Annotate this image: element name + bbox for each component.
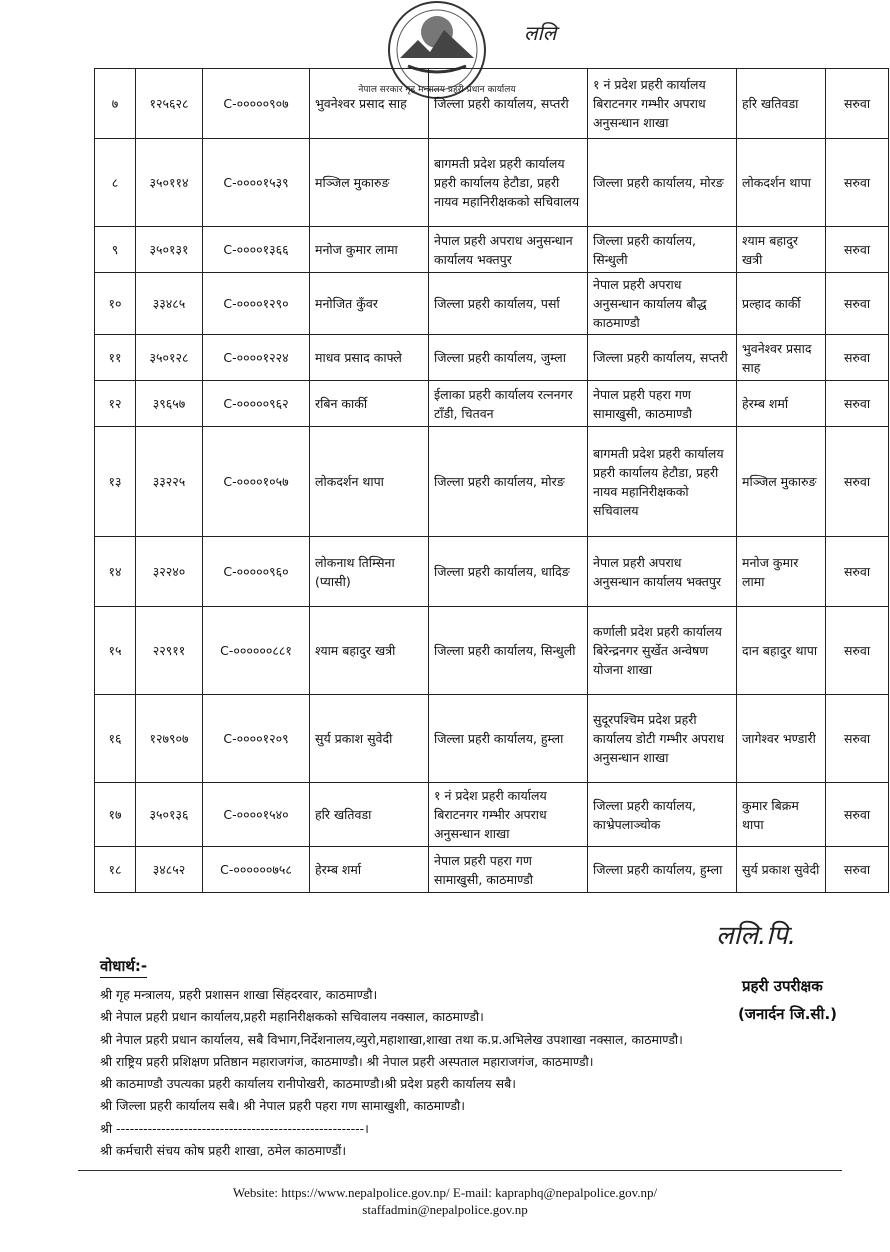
employee-id-cell: २२९११ xyxy=(136,607,203,695)
employee-name-cell: हरि खतिवडा xyxy=(310,783,429,847)
initials-mark xyxy=(520,14,580,50)
new-office-cell: जिल्ला प्रहरी कार्यालय, सप्तरी xyxy=(588,335,737,381)
distribution-line: श्री काठमाण्डौ उपत्यका प्रहरी कार्यालय रानीपोखरी, काठमाण्डौ।श्री प्रदेश प्रहरी कार्यालय सबै। xyxy=(100,1076,516,1092)
remark-cell: सरुवा xyxy=(826,69,889,139)
table-row xyxy=(95,537,889,607)
current-office-cell: जिल्ला प्रहरी कार्यालय, मोरङ xyxy=(429,427,588,537)
code-number-cell: C-००००१५४० xyxy=(203,783,310,847)
replacement-name-cell: जागेश्वर भण्डारी xyxy=(737,695,826,783)
code-number-cell: C-०००००९६२ xyxy=(203,381,310,427)
remark-cell: सरुवा xyxy=(826,695,889,783)
table-row xyxy=(95,335,889,381)
employee-id-cell: ३५०१३६ xyxy=(136,783,203,847)
replacement-name-cell: हरि खतिवडा xyxy=(737,69,826,139)
employee-id-cell: ३९६५७ xyxy=(136,381,203,427)
employee-name-cell: लोकदर्शन थापा xyxy=(310,427,429,537)
signatory-name: (जनार्दन जि.सी.) xyxy=(738,1005,838,1023)
new-office-cell: जिल्ला प्रहरी कार्यालय, सिन्धुली xyxy=(588,227,737,273)
employee-id-cell: ३४८५२ xyxy=(136,847,203,893)
footer xyxy=(0,1184,890,1218)
initials-text: ललि xyxy=(524,21,557,45)
current-office-cell: जिल्ला प्रहरी कार्यालय, हुम्ला xyxy=(429,695,588,783)
employee-id-cell: ३५०११४ xyxy=(136,139,203,227)
current-office-cell: नेपाल प्रहरी अपराध अनुसन्धान कार्यालय भक्तपुर xyxy=(429,227,588,273)
serial-number-cell: ९ xyxy=(95,227,136,273)
employee-id-cell: ३५०१३१ xyxy=(136,227,203,273)
serial-number-cell: ८ xyxy=(95,139,136,227)
serial-number-cell: १७ xyxy=(95,783,136,847)
replacement-name-cell: मनोज कुमार लामा xyxy=(737,537,826,607)
code-number-cell: C-०००००९०७ xyxy=(203,69,310,139)
new-office-cell: जिल्ला प्रहरी कार्यालय, काभ्रेपलाञ्चोक xyxy=(588,783,737,847)
new-office-cell: नेपाल प्रहरी पहरा गण सामाखुसी, काठमाण्डौ xyxy=(588,381,737,427)
distribution-line: श्री राष्ट्रिय प्रहरी प्रशिक्षण प्रतिष्ठान महाराजगंज, काठमाण्डौ। श्री नेपाल प्रहरी अस्पताल महाराजगंज, काठमाण्डौ। xyxy=(100,1053,594,1069)
employee-name-cell: सुर्य प्रकाश सुवेदी xyxy=(310,695,429,783)
remark-cell: सरुवा xyxy=(826,783,889,847)
remark-cell: सरुवा xyxy=(826,537,889,607)
code-number-cell: C-००००१२२४ xyxy=(203,335,310,381)
footer-contact-line: Website: https://www.nepalpolice.gov.np/ E-mail: kapraphq@nepalpolice.gov.np/ xyxy=(232,1185,658,1200)
distribution-heading: वोधार्थ:- xyxy=(100,956,147,978)
code-number-cell: C-००००१२०९ xyxy=(203,695,310,783)
distribution-line: श्री नेपाल प्रहरी प्रधान कार्यालय, सबै विभाग,निर्देशनालय,व्युरो,महाशाखा,शाखा तथा क.प्र.अभिलेख उपशाखा नक्साल, काठमाण्डौ। xyxy=(100,1031,683,1047)
serial-number-cell: १० xyxy=(95,273,136,335)
distribution-line: श्री गृह मन्त्रालय, प्रहरी प्रशासन शाखा सिंहदरवार, काठमाण्डौ। xyxy=(100,987,378,1002)
replacement-name-cell: श्याम बहादुर खत्री xyxy=(737,227,826,273)
serial-number-cell: १५ xyxy=(95,607,136,695)
employee-name-cell: मञ्जिल मुकारुङ xyxy=(310,139,429,227)
new-office-cell: नेपाल प्रहरी अपराध अनुसन्धान कार्यालय भक्तपुर xyxy=(588,537,737,607)
employee-id-cell: ३२२४० xyxy=(136,537,203,607)
distribution-line: श्री जिल्ला प्रहरी कार्यालय सबै। श्री नेपाल प्रहरी पहरा गण सामाखुशी, काठमाण्डौ। xyxy=(100,1098,465,1114)
current-office-cell: जिल्ला प्रहरी कार्यालय, जुम्ला xyxy=(429,335,588,381)
table-row xyxy=(95,381,889,427)
code-number-cell: C-००००१५३९ xyxy=(203,139,310,227)
serial-number-cell: १८ xyxy=(95,847,136,893)
current-office-cell: बागमती प्रदेश प्रहरी कार्यालय प्रहरी कार्यालय हेटौडा, प्रहरी नायव महानिरीक्षकको सचिवालय xyxy=(429,139,588,227)
code-number-cell: C-००००१३६६ xyxy=(203,227,310,273)
employee-id-cell: ३३४८५ xyxy=(136,273,203,335)
table-row xyxy=(95,847,889,893)
employee-name-cell: हेरम्ब शर्मा xyxy=(310,847,429,893)
remark-cell: सरुवा xyxy=(826,607,889,695)
remark-cell: सरुवा xyxy=(826,381,889,427)
serial-number-cell: ११ xyxy=(95,335,136,381)
seal-text: नेपाल सरकार गृह मन्त्रालय प्रहरी प्रधान कार्यालय xyxy=(358,85,516,95)
signature-text: ललि.पि. xyxy=(716,921,797,951)
employee-id-cell: १२७९०७ xyxy=(136,695,203,783)
transfer-table xyxy=(94,68,889,893)
code-number-cell: C-००००१२९० xyxy=(203,273,310,335)
current-office-cell: जिल्ला प्रहरी कार्यालय, सप्तरी xyxy=(429,69,588,139)
new-office-cell: जिल्ला प्रहरी कार्यालय, मोरङ xyxy=(588,139,737,227)
employee-name-cell: लोकनाथ तिम्सिना (प्यासी) xyxy=(310,537,429,607)
current-office-cell: जिल्ला प्रहरी कार्यालय, धादिङ xyxy=(429,537,588,607)
serial-number-cell: १३ xyxy=(95,427,136,537)
remark-cell: सरुवा xyxy=(826,847,889,893)
current-office-cell: १ नं प्रदेश प्रहरी कार्यालय बिराटनगर गम्भीर अपराध अनुसन्धान शाखा xyxy=(429,783,588,847)
table-row xyxy=(95,695,889,783)
footer-email-line: staffadmin@nepalpolice.gov.np xyxy=(362,1202,528,1217)
employee-id-cell: १२५६२८ xyxy=(136,69,203,139)
distribution-list xyxy=(100,984,683,1162)
new-office-cell: कर्णाली प्रदेश प्रहरी कार्यालय बिरेन्द्रनगर सुर्खेत अन्वेषण योजना शाखा xyxy=(588,607,737,695)
replacement-name-cell: सुर्य प्रकाश सुवेदी xyxy=(737,847,826,893)
distribution-line: श्री -------------------------------------------------------। xyxy=(100,1120,369,1136)
employee-name-cell: मनोज कुमार लामा xyxy=(310,227,429,273)
serial-number-cell: ७ xyxy=(95,69,136,139)
replacement-name-cell: दान बहादुर थापा xyxy=(737,607,826,695)
remark-cell: सरुवा xyxy=(826,227,889,273)
employee-name-cell: मनोजित कुँवर xyxy=(310,273,429,335)
serial-number-cell: १६ xyxy=(95,695,136,783)
table-row xyxy=(95,139,889,227)
current-office-cell: नेपाल प्रहरी पहरा गण सामाखुसी, काठमाण्डौ xyxy=(429,847,588,893)
new-office-cell: नेपाल प्रहरी अपराध अनुसन्धान कार्यालय बौद्ध काठमाण्डौ xyxy=(588,273,737,335)
footer-divider xyxy=(78,1170,842,1171)
employee-name-cell: रबिन कार्की xyxy=(310,381,429,427)
remark-cell: सरुवा xyxy=(826,335,889,381)
replacement-name-cell: प्रल्हाद कार्की xyxy=(737,273,826,335)
replacement-name-cell: कुमार बिक्रम थापा xyxy=(737,783,826,847)
current-office-cell: ईलाका प्रहरी कार्यालय रत्ननगर टाँडी, चितवन xyxy=(429,381,588,427)
replacement-name-cell: हेरम्ब शर्मा xyxy=(737,381,826,427)
current-office-cell: जिल्ला प्रहरी कार्यालय, सिन्धुली xyxy=(429,607,588,695)
new-office-cell: सुदूरपश्चिम प्रदेश प्रहरी कार्यालय डोटी गम्भीर अपराध अनुसन्धान शाखा xyxy=(588,695,737,783)
replacement-name-cell: लोकदर्शन थापा xyxy=(737,139,826,227)
signatory-title: प्रहरी उपरीक्षक xyxy=(742,977,823,995)
code-number-cell: C-०००००९६० xyxy=(203,537,310,607)
new-office-cell: १ नं प्रदेश प्रहरी कार्यालय बिराटनगर गम्भीर अपराध अनुसन्धान शाखा xyxy=(588,69,737,139)
serial-number-cell: १४ xyxy=(95,537,136,607)
code-number-cell: C-००००००८८१ xyxy=(203,607,310,695)
serial-number-cell: १२ xyxy=(95,381,136,427)
employee-id-cell: ३३२२५ xyxy=(136,427,203,537)
table-row xyxy=(95,227,889,273)
table-row xyxy=(95,69,889,139)
replacement-name-cell: मञ्जिल मुकारुङ xyxy=(737,427,826,537)
code-number-cell: C-००००१०५७ xyxy=(203,427,310,537)
current-office-cell: जिल्ला प्रहरी कार्यालय, पर्सा xyxy=(429,273,588,335)
distribution-line: श्री नेपाल प्रहरी प्रधान कार्यालय,प्रहरी महानिरीक्षकको सचिवालय नक्साल, काठमाण्डौ। xyxy=(100,1009,484,1025)
employee-name-cell: श्याम बहादुर खत्री xyxy=(310,607,429,695)
distribution-line: श्री कर्मचारी संचय कोष प्रहरी शाखा, ठमेल काठमाण्डौं। xyxy=(100,1143,347,1159)
code-number-cell: C-००००००७५८ xyxy=(203,847,310,893)
officer-signature xyxy=(710,908,850,958)
replacement-name-cell: भुवनेश्वर प्रसाद साह xyxy=(737,335,826,381)
table-row xyxy=(95,273,889,335)
remark-cell: सरुवा xyxy=(826,273,889,335)
table-row xyxy=(95,607,889,695)
remark-cell: सरुवा xyxy=(826,139,889,227)
new-office-cell: बागमती प्रदेश प्रहरी कार्यालय प्रहरी कार्यालय हेटौडा, प्रहरी नायव महानिरीक्षकको सचिवालय xyxy=(588,427,737,537)
employee-name-cell: माधव प्रसाद काफ्ले xyxy=(310,335,429,381)
table-row xyxy=(95,783,889,847)
new-office-cell: जिल्ला प्रहरी कार्यालय, हुम्ला xyxy=(588,847,737,893)
table-row xyxy=(95,427,889,537)
employee-id-cell: ३५०१२८ xyxy=(136,335,203,381)
employee-name-cell: भुवनेश्वर प्रसाद साह xyxy=(310,69,429,139)
remark-cell: सरुवा xyxy=(826,427,889,537)
